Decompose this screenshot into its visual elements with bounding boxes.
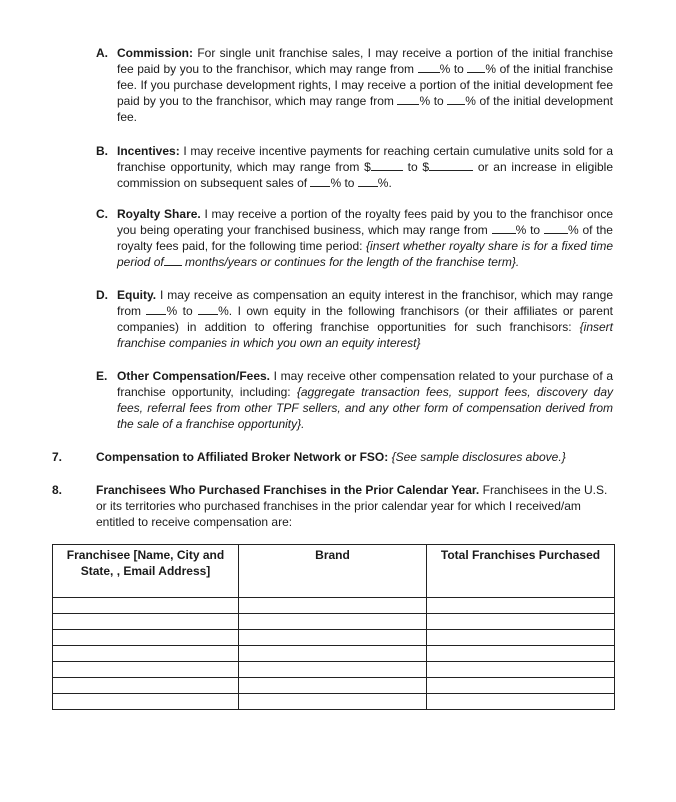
item-body — [117, 368, 613, 432]
column-header-brand: Brand — [239, 545, 427, 598]
blank-field[interactable] — [310, 175, 330, 187]
item-letter: D. — [96, 288, 108, 302]
section-heading: Compensation to Affiliated Broker Network or FSO: — [96, 450, 389, 464]
table-row — [53, 630, 615, 646]
item-text: % of the royalty fees paid, for the following time period: — [117, 223, 613, 253]
item-instruction: {aggregate transaction fees, support fees, discovery day fees, referral fees from other TPF sellers, and any other form of compensation derived from the sale of a franchise opportunity}. — [117, 385, 613, 431]
item-text: %. I own equity in the following franchisors (or their affiliates or parent companies) in addition to offering franchise opportunities for such franchisors: — [117, 304, 613, 334]
blank-field[interactable] — [198, 303, 218, 315]
section-heading: Franchisees Who Purchased Franchises in the Prior Calendar Year. — [96, 483, 480, 497]
item-heading: Incentives: — [117, 144, 180, 158]
table-cell[interactable] — [427, 694, 615, 710]
table-row — [53, 694, 615, 710]
section-number: 7. — [52, 450, 63, 464]
blank-field[interactable] — [371, 159, 403, 171]
item-text: I may receive other compensation related to your purchase of a franchise opportunity, including: — [117, 369, 613, 399]
item-instruction: {insert whether royalty share is for a fixed time period of — [117, 239, 613, 269]
column-header-franchisee: Franchisee [Name, City and State, , Email Address] — [53, 545, 239, 598]
table-cell[interactable] — [239, 678, 427, 694]
section-text: Franchisees in the U.S. or its territories who purchased franchises in the prior calendar year for which I received/am entitled to receive compensation are: — [96, 483, 608, 529]
table-cell[interactable] — [239, 614, 427, 630]
section-7 — [96, 449, 613, 465]
table-cell[interactable] — [53, 646, 239, 662]
table-cell[interactable] — [239, 598, 427, 614]
table-header-row — [53, 545, 615, 598]
item-text: %. — [377, 176, 392, 190]
blank-field[interactable] — [492, 222, 516, 234]
item-body — [117, 287, 613, 351]
table-row — [53, 678, 615, 694]
table-cell[interactable] — [427, 598, 615, 614]
item-instruction: months/years or continues for the length of the franchise term}. — [181, 255, 520, 269]
franchisees-table — [52, 544, 615, 710]
blank-field[interactable] — [358, 175, 378, 187]
item-text: I may receive a portion of the royalty fees paid by you to the franchisor once you being operating your franchised business, which may range from — [117, 207, 613, 237]
column-header-total-purchased: Total Franchises Purchased — [427, 545, 615, 598]
blank-field[interactable] — [164, 254, 182, 266]
table-cell[interactable] — [427, 662, 615, 678]
section-8 — [96, 482, 613, 530]
item-a-commission — [96, 45, 613, 125]
table-row — [53, 598, 615, 614]
table-cell[interactable] — [239, 694, 427, 710]
item-heading: Royalty Share. — [117, 207, 201, 221]
item-body — [117, 143, 613, 191]
item-text: % of the initial development fee. — [117, 94, 613, 124]
item-body — [117, 206, 613, 270]
item-text: For single unit franchise sales, I may receive a portion of the initial franchise fee paid by you to the franchisor, which may range from — [117, 46, 613, 76]
item-text: % to — [439, 62, 468, 76]
item-text: or an increase in eligible commission on subsequent sales of — [117, 160, 613, 190]
table-cell[interactable] — [239, 630, 427, 646]
table-cell[interactable] — [53, 630, 239, 646]
item-text: I may receive as compensation an equity interest in the franchisor, which may range from — [117, 288, 613, 318]
item-heading: Equity. — [117, 288, 157, 302]
item-letter: A. — [96, 46, 108, 60]
item-instruction: {insert franchise companies in which you own an equity interest} — [117, 320, 613, 350]
table-cell[interactable] — [427, 614, 615, 630]
item-b-incentives — [96, 143, 613, 191]
item-c-royalty-share — [96, 206, 613, 270]
item-text: % of the initial franchise fee. If you purchase development rights, I may receive a portion of the initial development fee paid by you to the franchisor, which may range from — [117, 62, 614, 108]
table-cell[interactable] — [53, 694, 239, 710]
item-text: I may receive incentive payments for reaching certain cumulative units sold for a franchise opportunity, which may range from $ — [117, 144, 614, 174]
item-text: % to — [419, 94, 448, 108]
table-row — [53, 646, 615, 662]
table-cell[interactable] — [53, 678, 239, 694]
section-instruction: {See sample disclosures above.} — [391, 450, 566, 464]
blank-field[interactable] — [467, 61, 485, 73]
table-body — [53, 598, 615, 710]
table-cell[interactable] — [427, 630, 615, 646]
table-cell[interactable] — [239, 662, 427, 678]
item-body — [117, 45, 613, 125]
table-cell[interactable] — [53, 662, 239, 678]
item-letter: B. — [96, 144, 108, 158]
item-d-equity — [96, 287, 613, 351]
item-text: % to — [166, 304, 199, 318]
table-cell[interactable] — [427, 678, 615, 694]
table-cell[interactable] — [239, 646, 427, 662]
table-cell[interactable] — [53, 598, 239, 614]
item-text: to $ — [402, 160, 430, 174]
item-e-other-compensation — [96, 368, 613, 432]
item-text: % to — [515, 223, 544, 237]
item-letter: E. — [96, 369, 108, 383]
item-letter: C. — [96, 207, 108, 221]
table-cell[interactable] — [427, 646, 615, 662]
section-number: 8. — [52, 483, 63, 497]
blank-field[interactable] — [146, 303, 166, 315]
table-row — [53, 614, 615, 630]
item-heading: Commission: — [117, 46, 194, 60]
item-heading: Other Compensation/Fees. — [117, 369, 271, 383]
blank-field[interactable] — [544, 222, 568, 234]
table-row — [53, 662, 615, 678]
blank-field[interactable] — [397, 93, 419, 105]
item-text: % to — [330, 176, 358, 190]
blank-field[interactable] — [447, 93, 465, 105]
blank-field[interactable] — [429, 159, 473, 171]
blank-field[interactable] — [418, 61, 440, 73]
table-cell[interactable] — [53, 614, 239, 630]
